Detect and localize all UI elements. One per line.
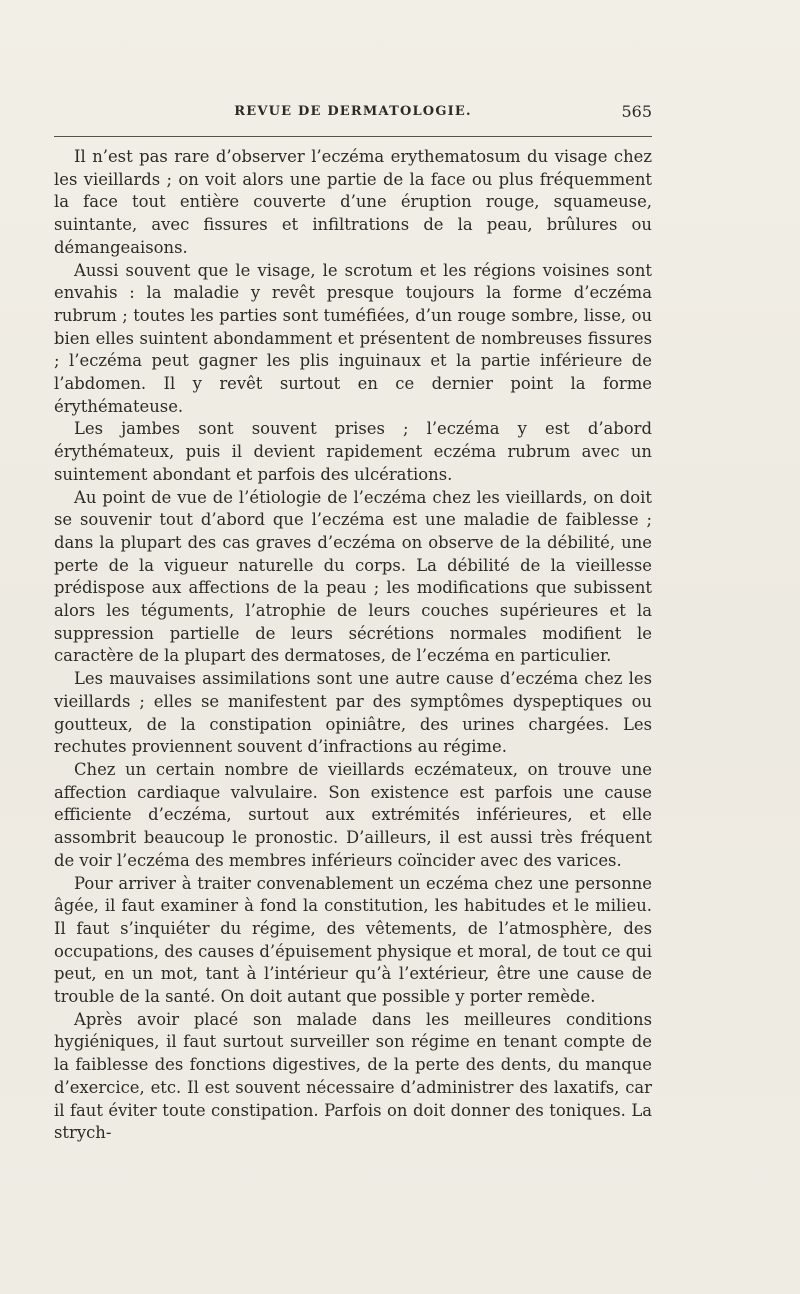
paragraph: Au point de vue de l’étiologie de l’eczéma chez les vieillards, on doit se souvenir tout d’abord que l’eczéma est une maladie de faiblesse ; dans la plupart des cas graves d’eczéma on observe de la débilité, une perte de la vigueur naturelle du corps. La débilité de la vieillesse prédispose aux affections de la peau ; les modifications que subissent alors les téguments, l’atrophie de leurs couches supérieures et la suppression partielle de leurs sécrétions normales modifient le caractère de la plupart des dermatoses, de l’eczéma en particulier. (54, 487, 652, 666)
running-title: REVUE DE DERMATOLOGIE. (234, 104, 472, 119)
paragraph: Les mauvaises assimilations sont une autre cause d’eczéma chez les vieillards ; elles se manifestent par des symptômes dyspeptiques ou goutteux, de la constipation opiniâtre, des urines chargées. Les rechutes proviennent souvent d’infractions au régime. (54, 669, 652, 757)
paragraph: Chez un certain nombre de vieillards eczémateux, on trouve une affection cardiaque valvulaire. Son existence est parfois une cause efficiente d’eczéma, surtout aux extrémités inférieures, et elle assombrit beaucoup le pronostic. D’ailleurs, il est aussi très fréquent de voir l’eczéma des membres inférieurs coïncider avec des varices. (54, 759, 652, 870)
paragraph: Il n’est pas rare d’observer l’eczéma erythematosum du visage chez les vieillards ; on voit alors une partie de la face ou plus fréquemment la face tout entière couverte d’une éruption rouge, squameuse, suintante, avec fissures et infiltrations de la peau, brûlures ou démangeaisons. (54, 147, 652, 257)
paragraph: Aussi souvent que le visage, le scrotum et les régions voisines sont envahis : la maladie y revêt presque toujours la forme d’eczéma rubrum ; toutes les parties sont tuméfiées, d’un rouge sombre, lisse, ou bien elles suintent abondamment et présentent de nombreuses fissures ; l’eczéma peut gagner les plis inguinaux et la partie inférieure de l’abdomen. Il y revêt surtout en ce dernier point la forme érythémateuse. (54, 260, 652, 416)
running-header (54, 104, 652, 128)
paragraph: Pour arriver à traiter convenablement un eczéma chez une personne âgée, il faut examiner à fond la constitution, les habitudes et le milieu. Il faut s’inquiéter du régime, des vêtements, de l’atmosphère, des occupations, des causes d’épuisement physique et moral, de tout ce qui peut, en un mot, tant à l’intérieur qu’à l’extérieur, être une cause de trouble de la santé. On doit autant que possible y porter remède. (54, 873, 652, 1007)
paragraph: Les jambes sont souvent prises ; l’eczéma y est d’abord érythémateux, puis il devient rapidement eczéma rubrum avec un suintement abondant et parfois des ulcérations. (54, 419, 652, 484)
page-number: 565 (621, 102, 652, 121)
header-rule (54, 136, 652, 137)
body-text (54, 146, 652, 1145)
paragraph: Après avoir placé son malade dans les meilleures conditions hygiéniques, il faut surtout surveiller son régime en tenant compte de la faiblesse des fonctions digestives, de la perte des dents, du manque d’exercice, etc. Il est souvent nécessaire d’administrer des laxatifs, car il faut éviter toute constipation. Parfois on doit donner des toniques. La strych- (54, 1009, 652, 1143)
